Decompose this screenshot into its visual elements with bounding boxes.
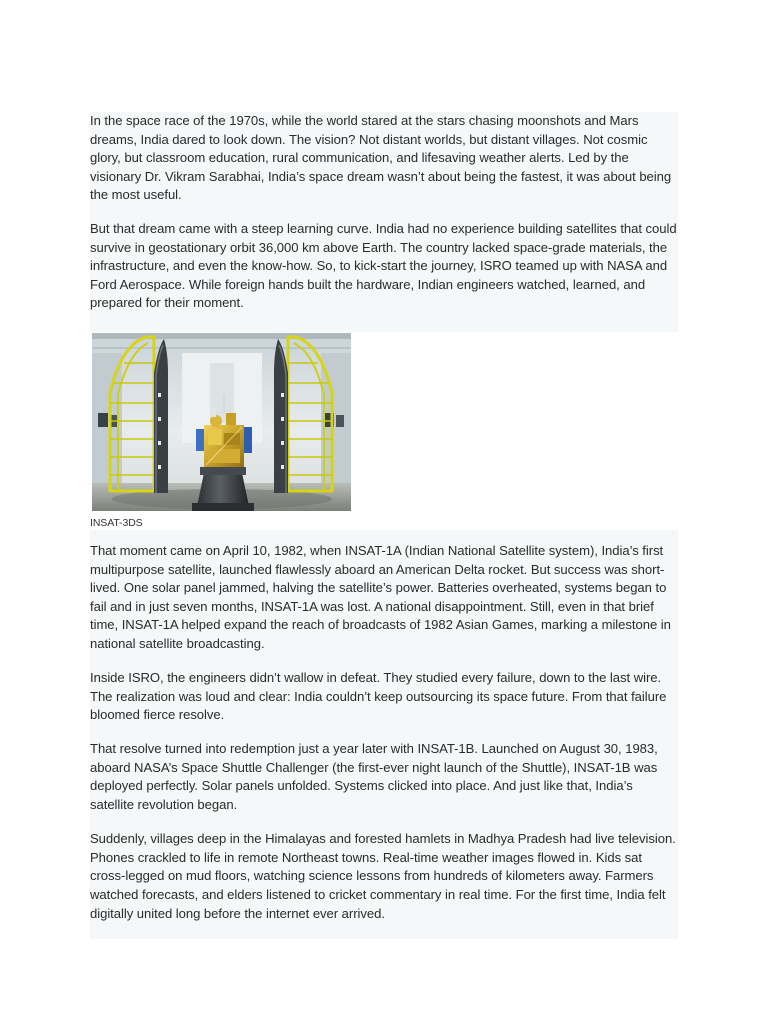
- paragraph-6: Suddenly, villages deep in the Himalayas and forested hamlets in Madhya Pradesh had live television. Phones crackled to life in remote Northeast towns. Real-time weather images flowed in. Kids sat cross-legged on mud floors, watching science lessons from hundreds of kilometers away. Farmers watched forecasts, and elders listened to cricket commentary in real time. For the first time, India felt digitally united long before the internet ever arrived.: [90, 831, 676, 921]
- article: [90, 112, 678, 939]
- paragraph-2: But that dream came with a steep learning curve. India had no experience building satellites that could survive in geostationary orbit 36,000 km above Earth. The country lacked space-grade materials, the infrastructure, and even the know-how. So, to kick-start the journey, ISRO teamed up with NASA and Ford Aerospace. While foreign hands built the hardware, Indian engineers watched, learned, and prepared for their moment.: [90, 220, 677, 311]
- satellite-photo: [92, 333, 351, 511]
- paragraph-3: That moment came on April 10, 1982, when INSAT-1A (Indian National Satellite system), India’s first multipurpose satellite, launched flawlessly aboard an American Delta rocket. But success was short-lived. One solar panel jammed, halving the satellite’s power. Batteries overheated, systems began to fail and in just seven months, INSAT-1A was lost. A national disappointment. Still, even in that brief time, INSAT-1A helped expand the reach of broadcasts of 1982 Asian Games, marking a milestone in national satellite broadcasting.: [90, 542, 671, 651]
- intro-text-block: [90, 112, 678, 332]
- story-text-block: [90, 530, 678, 939]
- paragraph-1: In the space race of the 1970s, while the world stared at the stars chasing moonshots and Mars dreams, India dared to look down. The vision? Not distant worlds, but distant villages. Not cosmic glory, but classroom education, rural communication, and lifesaving weather alerts. Led by the visionary Dr. Vikram Sarabhai, India’s space dream wasn’t about being the fastest, it was about being the most useful.: [90, 113, 672, 203]
- paragraph-4: Inside ISRO, the engineers didn’t wallow in defeat. They studied every failure, down to the last wire. The realization was loud and clear: India couldn’t keep outsourcing its space future. From that failure bloomed fierce resolve.: [90, 670, 667, 723]
- paragraph-5: That resolve turned into redemption just a year later with INSAT-1B. Launched on August 30, 1983, aboard NASA’s Space Shuttle Challenger (the first-ever night launch of the Shuttle), INSAT-1B was deployed perfectly. Solar panels unfolded. Systems clicked into place. And just like that, India’s satellite revolution began.: [90, 741, 658, 813]
- figure: [90, 332, 678, 530]
- figure-caption: INSAT-3DS: [90, 516, 143, 529]
